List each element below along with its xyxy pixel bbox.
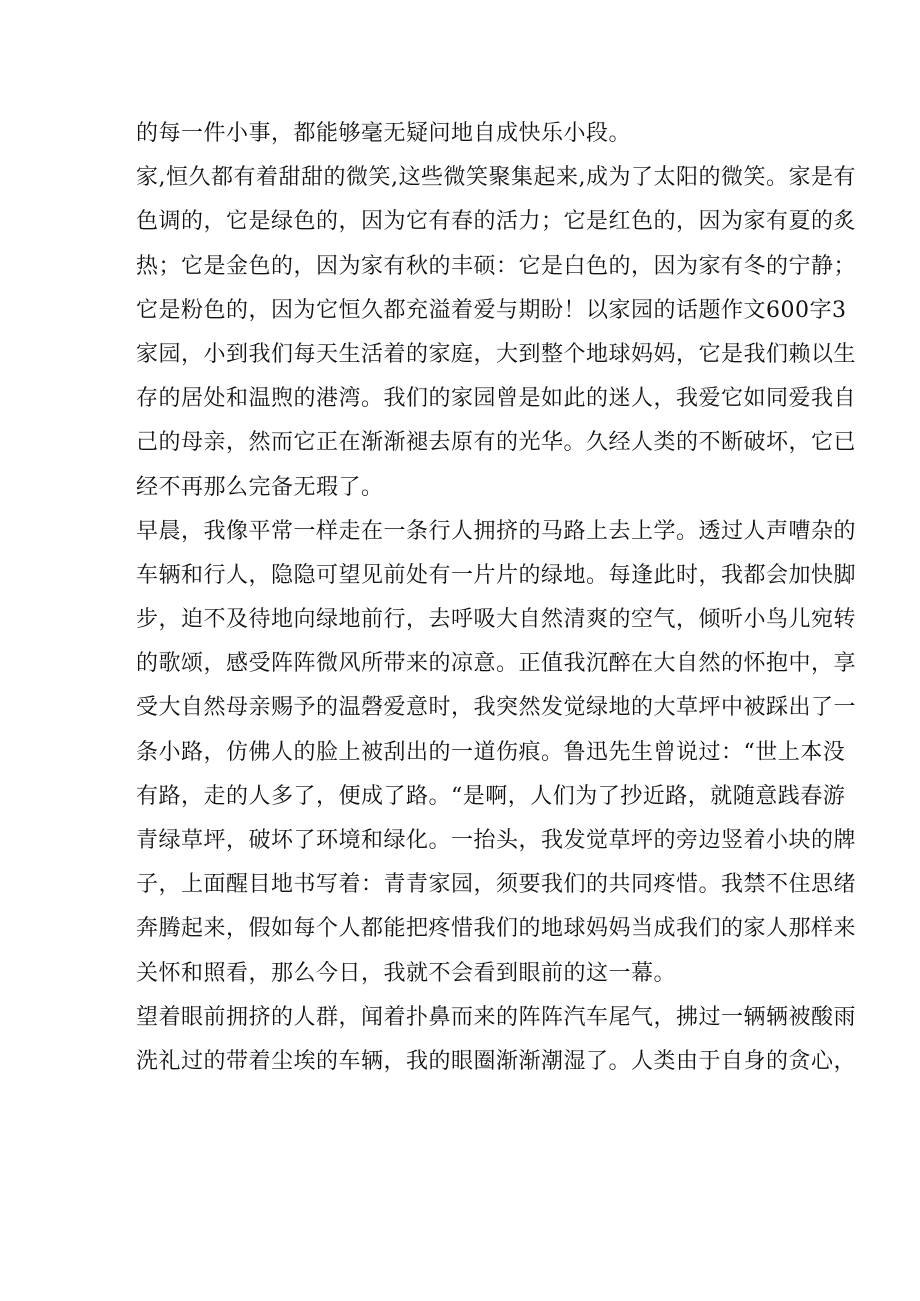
text-line: 望着眼前拥挤的人群，闻着扑鼻而来的阵阵汽车尾气，拂过一辆辆被酸雨 <box>136 1004 857 1030</box>
text-line: 家,恒久都有着甜甜的微笑,这些微笑聚集起来,成为了太阳的微笑。家是有 <box>136 165 856 191</box>
text-line: 经不再那么完备无瑕了。 <box>136 474 384 500</box>
text-line: 它是粉色的，因为它恒久都充溢着爱与期盼！以家园的话题作文600字3 <box>136 297 847 323</box>
text-line: 奔腾起来，假如每个人都能把疼惜我们的地球妈妈当成我们的家人那样来 <box>136 916 857 942</box>
text-line: 子，上面醒目地书写着：青青家园，须要我们的共同疼惜。我禁不住思绪 <box>136 872 857 898</box>
text-line: 的每一件小事，都能够毫无疑问地自成快乐小段。 <box>136 121 632 146</box>
text-line: 家园，小到我们每天生活着的家庭，大到整个地球妈妈，它是我们赖以生 <box>136 341 857 367</box>
text-line: 的歌颂，感受阵阵微风所带来的凉意。正值我沉醉在大自然的怀抱中，享 <box>136 651 857 677</box>
text-line: 有路，走的人多了，便成了路。“是啊，人们为了抄近路，就随意践春游 <box>136 783 846 809</box>
body-text <box>136 112 857 1084</box>
text-line: 关怀和照看，那么今日，我就不会看到眼前的这一幕。 <box>136 960 677 986</box>
text-line: 条小路，仿佛人的脸上被刮出的一道伤痕。鲁迅先生曾说过：“世上本没 <box>136 739 846 765</box>
text-line: 车辆和行人，隐隐可望见前处有一片片的绿地。每逢此时，我都会加快脚 <box>136 562 857 588</box>
text-line: 青绿草坪，破坏了环境和绿化。一抬头，我发觉草坪的旁边竖着小块的牌 <box>136 828 857 853</box>
text-line: 受大自然母亲赐予的温磬爱意时，我突然发觉绿地的大草坪中被踩出了一 <box>136 695 857 721</box>
text-line: 色调的，它是绿色的，因为它有春的活力；它是红色的，因为家有夏的炙 <box>136 209 857 235</box>
text-line: 早晨，我像平常一样走在一条行人拥挤的马路上去上学。透过人声嘈杂的 <box>136 518 857 544</box>
text-line: 步，迫不及待地向绿地前行，去呼吸大自然清爽的空气，倾听小鸟儿宛转 <box>136 607 857 633</box>
text-line: 存的居处和温煦的港湾。我们的家园曾是如此的迷人，我爱它如同爱我自 <box>136 386 857 412</box>
text-line: 热；它是金色的，因为家有秋的丰硕：它是白色的，因为家有冬的宁静； <box>136 253 857 279</box>
text-line: 己的母亲，然而它正在渐渐褪去原有的光华。久经人类的不断破坏，它已 <box>136 430 857 456</box>
text-line: 洗礼过的带着尘埃的车辆，我的眼圈渐渐潮湿了。人类由于自身的贪心， <box>136 1048 857 1074</box>
